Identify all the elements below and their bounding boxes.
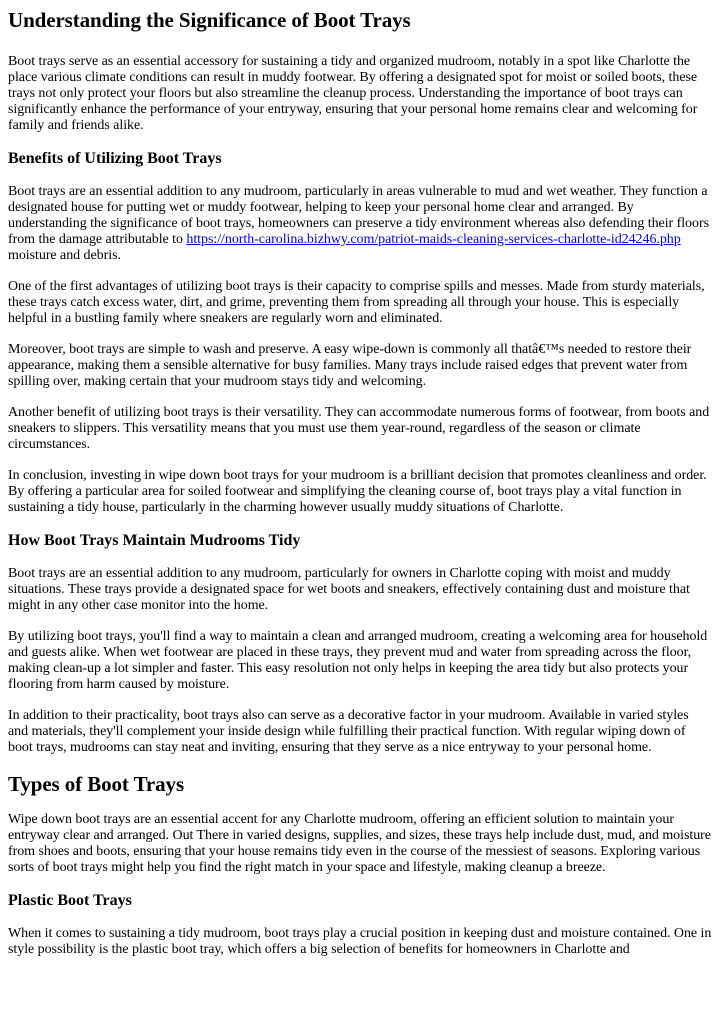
benefits-paragraph-1-end: moisture and debris. [8,248,121,263]
benefits-paragraph-5: In conclusion, investing in wipe down boot trays for your mudroom is a brilliant decision that promotes cleanliness and order. By offering a particular area for soiled footwear and simplifying the cleaning course of, boot trays play a vital function in sustaining a tidy house, particularly in the charming however usually muddy situations of Charlotte. [8,468,707,515]
types-paragraph-1: Wipe down boot trays are an essential accent for any Charlotte mudroom, offering an efficient solution to maintain your entryway clear and arranged. Out There in varied designs, supplies, and sizes, these trays help include dust, mud, and moisture from shoes and boots, ensuring that your house remains tidy even in the course of the messiest of seasons. Exploring various sorts of boot trays might help you find the right match in your space and lifestyle, making cleanup a breeze. [8,812,711,875]
benefits-heading: Benefits of Utilizing Boot Trays [8,150,222,167]
intro-paragraph: Boot trays serve as an essential accessory for sustaining a tidy and organized mudroom, notably in a spot like Charlotte the place various climate conditions can result in muddy footwear. By offering a designated spot for moist or soiled boots, these trays not only protect your floors but also streamline the cleanup process. Understanding the importance of boot trays can significantly enhance the performance of your entryway, ensuring that your personal home remains clear and welcoming for family and friends alike. [8,54,698,133]
benefits-paragraph-1 [8,184,712,264]
plastic-heading: Plastic Boot Trays [8,892,132,909]
benefits-paragraph-4: Another benefit of utilizing boot trays is their versatility. They can accommodate numerous forms of footwear, from boots and sneakers to slippers. This versatility means that you must use them year-round, regardless of the season or climate circumstances. [8,405,710,452]
maintain-heading: How Boot Trays Maintain Mudrooms Tidy [8,532,301,549]
maintain-paragraph-1: Boot trays are an essential addition to any mudroom, particularly for owners in Charlotte coping with moist and muddy situations. These trays provide a designated space for wet boots and sneakers, effectively containing dust and moisture that might in any other case monitor into the home. [8,566,690,613]
benefits-paragraph-2: One of the first advantages of utilizing boot trays is their capacity to comprise spills and messes. Made from sturdy materials, these trays catch excess water, dirt, and grime, preventing them from spreading all through your house. This is especially helpful in a bustling family where sneakers are regularly worn and eliminated. [8,279,705,326]
page-title: Understanding the Significance of Boot Trays [8,8,411,32]
maintain-paragraph-3: In addition to their practicality, boot trays also can serve as a decorative factor in your mudroom. Available in varied styles and materials, they'll complement your inside design while fulfilling their practical function. With regular wiping down of boot trays, mudrooms can stay neat and inviting, ensuring that they serve as a nice entryway to your personal home. [8,708,689,755]
maintain-paragraph-2: By utilizing boot trays, you'll find a way to maintain a clean and arranged mudroom, creating a welcoming area for household and guests alike. When wet footwear are placed in these trays, they prevent mud and water from spreading across the floor, making clean-up a lot simpler and faster. This easy resolution not only helps in keeping the area tidy but also protects your flooring from harm caused by moisture. [8,629,708,692]
benefits-paragraph-3: Moreover, boot trays are simple to wash and preserve. A easy wipe-down is commonly all thatâ€™s needed to restore their appearance, making them a sensible alternative for busy families. Many trays include raised edges that prevent water from spilling over, making certain that your mudroom stays tidy and welcoming. [8,342,692,389]
patriot-maids-link[interactable]: https://north-carolina.bizhwy.com/patriot-maids-cleaning-services-charlotte-id24246.php [186,232,681,247]
types-heading: Types of Boot Trays [8,772,185,796]
plastic-paragraph-1: When it comes to sustaining a tidy mudroom, boot trays play a crucial position in keeping dust and moisture contained. One in style possibility is the plastic boot tray, which offers a big selection of benefits for homeowners in Charlotte and [8,926,712,957]
benefits-paragraph-1-text: Boot trays are an essential addition to any mudroom, particularly in areas vulnerable to mud and wet weather. They function a designated house for putting wet or muddy footwear, helping to keep your personal home clear and arranged. By understanding the significance of boot trays, homeowners can preserve a tidy environment whereas also defending their floors from the damage attributable to [8,184,709,247]
article [0,6,720,958]
